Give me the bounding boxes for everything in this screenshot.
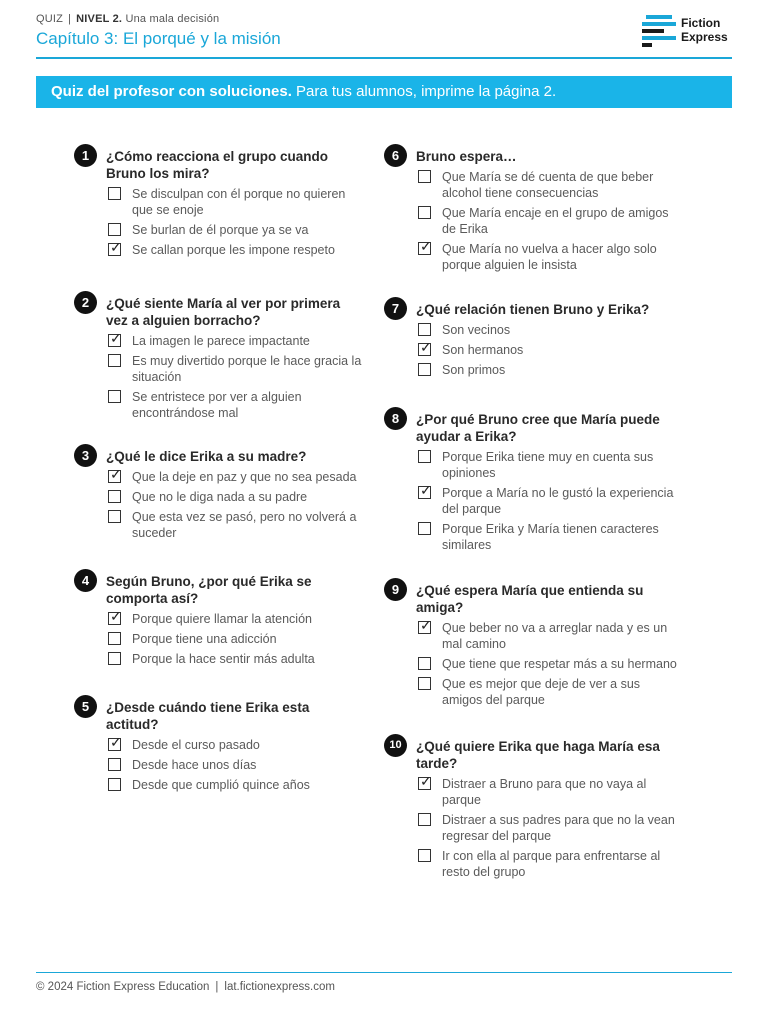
answer-option[interactable] (418, 656, 677, 672)
checkbox-checked[interactable] (418, 339, 432, 356)
question-number: 7 (384, 297, 407, 320)
question-number: 5 (74, 695, 97, 718)
checkmark-icon: ✓ (420, 617, 432, 633)
header-divider (36, 57, 732, 59)
question-text: Según Bruno, ¿por qué Erika se comporta así? (106, 574, 312, 606)
option-text: Que María no vuelva a hacer algo solo porque alguien le insista (442, 242, 657, 272)
chapter-title: Capítulo 3: El porqué y la misión (36, 29, 281, 48)
answer-option[interactable] (418, 449, 677, 481)
question-text: ¿Por qué Bruno cree que María puede ayudar a Erika? (416, 412, 660, 444)
checkbox-checked[interactable] (108, 330, 122, 347)
checkbox[interactable] (418, 323, 431, 336)
quiz-label: QUIZ (36, 13, 64, 25)
option-text: Desde hace unos días (132, 758, 257, 772)
checkbox[interactable] (108, 490, 121, 503)
checkbox[interactable] (418, 450, 431, 463)
question-number: 10 (384, 734, 407, 757)
option-text: Son vecinos (442, 323, 511, 337)
checkbox-checked[interactable] (418, 773, 432, 790)
question-text: ¿Cómo reacciona el grupo cuando Bruno los mira? (106, 149, 329, 181)
checkbox-checked[interactable] (418, 238, 432, 255)
logo-text-line1: Fiction (681, 16, 721, 30)
checkbox-checked[interactable] (418, 617, 432, 634)
option-text: Se entristece por ver a alguien encontrándose mal (132, 390, 302, 420)
answer-option[interactable] (418, 238, 677, 273)
answer-option[interactable] (418, 773, 677, 808)
questions-column-left (74, 142, 362, 797)
checkmark-icon: ✓ (420, 238, 432, 254)
instructions-banner (36, 76, 732, 108)
question-text: ¿Qué siente María al ver por primera vez a alguien borracho? (106, 296, 341, 328)
question-3 (74, 442, 357, 567)
question-number: 3 (74, 444, 97, 467)
footer-divider (36, 972, 732, 973)
checkbox[interactable] (108, 187, 121, 200)
checkbox[interactable] (418, 363, 431, 376)
question-5 (74, 693, 354, 793)
option-text: Desde el curso pasado (132, 738, 260, 752)
checkbox[interactable] (108, 778, 121, 791)
answer-option[interactable] (418, 169, 677, 201)
option-text: Porque tiene una adicción (132, 632, 277, 646)
question-9 (384, 576, 677, 732)
checkbox-checked[interactable] (418, 482, 432, 499)
option-text: Que esta vez se pasó, pero no volverá a suceder (132, 510, 357, 540)
copyright-text: © 2024 Fiction Express Education (36, 981, 210, 993)
banner-text: Para tus alumnos, imprime la página 2. (291, 83, 557, 100)
checkbox[interactable] (418, 813, 431, 826)
question-6 (384, 142, 669, 295)
checkbox-checked[interactable] (108, 734, 122, 751)
question-text: ¿Qué espera María que entienda su amiga? (416, 583, 644, 615)
checkbox[interactable] (418, 677, 431, 690)
logo-mark-icon (642, 14, 676, 50)
option-text: Porque Erika y María tienen caracteres similares (442, 522, 659, 552)
answer-option[interactable] (108, 651, 367, 667)
option-text: Distraer a Bruno para que no vaya al parque (442, 777, 647, 807)
question-7 (384, 295, 664, 405)
question-text: ¿Desde cuándo tiene Erika esta actitud? (106, 700, 310, 732)
answer-option[interactable] (108, 757, 367, 773)
checkbox[interactable] (418, 657, 431, 670)
checkbox-checked[interactable] (108, 608, 122, 625)
question-2 (74, 289, 362, 442)
checkbox-checked[interactable] (108, 466, 122, 483)
checkbox-checked[interactable] (108, 239, 122, 256)
answer-option[interactable] (108, 222, 367, 238)
answer-option[interactable] (418, 617, 677, 652)
option-text: Que María se dé cuenta de que beber alcohol tiene consecuencias (442, 170, 654, 200)
question-text: ¿Qué quiere Erika que haga María esa tarde? (416, 739, 660, 771)
question-number: 8 (384, 407, 407, 430)
answer-option[interactable] (108, 489, 367, 505)
option-text: Que es mejor que deje de ver a sus amigos del parque (442, 677, 641, 707)
checkbox[interactable] (418, 170, 431, 183)
question-text: ¿Qué le dice Erika a su madre? (106, 449, 307, 464)
question-4 (74, 567, 354, 693)
question-number: 4 (74, 569, 97, 592)
header-separator: | (68, 13, 72, 25)
checkmark-icon: ✓ (420, 482, 432, 498)
question-1 (74, 142, 354, 289)
answer-option[interactable] (418, 521, 677, 553)
option-text: Que no le diga nada a su padre (132, 490, 308, 504)
option-text: Desde que cumplió quince años (132, 778, 310, 792)
option-text: Es muy divertido porque le hace gracia la situación (132, 354, 362, 384)
checkbox[interactable] (108, 223, 121, 236)
footer-url[interactable]: lat.fictionexpress.com (224, 981, 335, 993)
answer-option[interactable] (418, 676, 677, 708)
answer-option[interactable] (108, 608, 367, 627)
question-number: 1 (74, 144, 97, 167)
option-text: Se burlan de él porque ya se va (132, 223, 309, 237)
option-text: La imagen le parece impactante (132, 334, 310, 348)
question-8 (384, 405, 674, 576)
fiction-express-logo (642, 14, 734, 52)
banner-bold-text: Quiz del profesor con soluciones. (51, 83, 292, 100)
question-text: ¿Qué relación tienen Bruno y Erika? (416, 302, 650, 317)
option-text: Son hermanos (442, 343, 524, 357)
option-text: Ir con ella al parque para enfrentarse al resto del grupo (442, 849, 661, 879)
checkmark-icon: ✓ (110, 239, 122, 255)
answer-option[interactable] (418, 339, 677, 358)
header-breadcrumb (36, 13, 219, 25)
checkmark-icon: ✓ (420, 773, 432, 789)
answer-option[interactable] (108, 330, 367, 349)
answer-option[interactable] (108, 734, 367, 753)
logo-text-line2: Express (681, 30, 728, 44)
checkbox[interactable] (108, 632, 121, 645)
book-title: Una mala decisión (125, 13, 220, 25)
checkbox[interactable] (108, 354, 121, 367)
answer-option[interactable] (108, 186, 367, 218)
answer-option[interactable] (108, 466, 367, 485)
footer (36, 981, 335, 993)
checkbox[interactable] (108, 652, 121, 665)
checkbox[interactable] (418, 522, 431, 535)
checkmark-icon: ✓ (110, 608, 122, 624)
question-10 (384, 732, 675, 880)
answer-option[interactable] (108, 353, 367, 385)
question-number: 2 (74, 291, 97, 314)
answer-option[interactable] (108, 631, 367, 647)
question-number: 9 (384, 578, 407, 601)
option-text: Se disculpan con él porque no quieren que se enoje (132, 187, 346, 217)
answer-option[interactable] (418, 205, 677, 237)
option-text: Se callan porque les impone respeto (132, 243, 335, 257)
option-text: Porque a María no le gustó la experiencia del parque (442, 486, 674, 516)
answer-option[interactable] (418, 362, 677, 378)
answer-option[interactable] (108, 509, 367, 541)
checkbox[interactable] (108, 758, 121, 771)
answer-option[interactable] (418, 812, 677, 844)
checkmark-icon: ✓ (110, 734, 122, 750)
option-text: Distraer a sus padres para que no la vean regresar del parque (442, 813, 675, 843)
option-text: Que tiene que respetar más a su hermano (442, 657, 677, 671)
footer-separator: | (215, 981, 219, 993)
option-text: Que beber no va a arreglar nada y es un mal camino (442, 621, 668, 651)
checkmark-icon: ✓ (110, 330, 122, 346)
answer-option[interactable] (108, 389, 367, 421)
answer-option[interactable] (418, 322, 677, 338)
questions-column-right (384, 142, 677, 884)
question-text: Bruno espera… (416, 149, 517, 164)
option-text: Son primos (442, 363, 506, 377)
option-text: Porque la hace sentir más adulta (132, 652, 315, 666)
checkbox[interactable] (418, 206, 431, 219)
answer-option[interactable] (418, 848, 677, 880)
checkbox[interactable] (108, 510, 121, 523)
checkmark-icon: ✓ (420, 339, 432, 355)
option-text: Porque quiere llamar la atención (132, 612, 312, 626)
question-number: 6 (384, 144, 407, 167)
answer-option[interactable] (108, 239, 367, 258)
checkbox[interactable] (108, 390, 121, 403)
level-label: NIVEL 2. (76, 13, 123, 25)
option-text: Que la deje en paz y que no sea pesada (132, 470, 357, 484)
answer-option[interactable] (418, 482, 677, 517)
answer-option[interactable] (108, 777, 367, 793)
option-text: Porque Erika tiene muy en cuenta sus opiniones (442, 450, 654, 480)
checkmark-icon: ✓ (110, 466, 122, 482)
checkbox[interactable] (418, 849, 431, 862)
option-text: Que María encaje en el grupo de amigos de Erika (442, 206, 669, 236)
